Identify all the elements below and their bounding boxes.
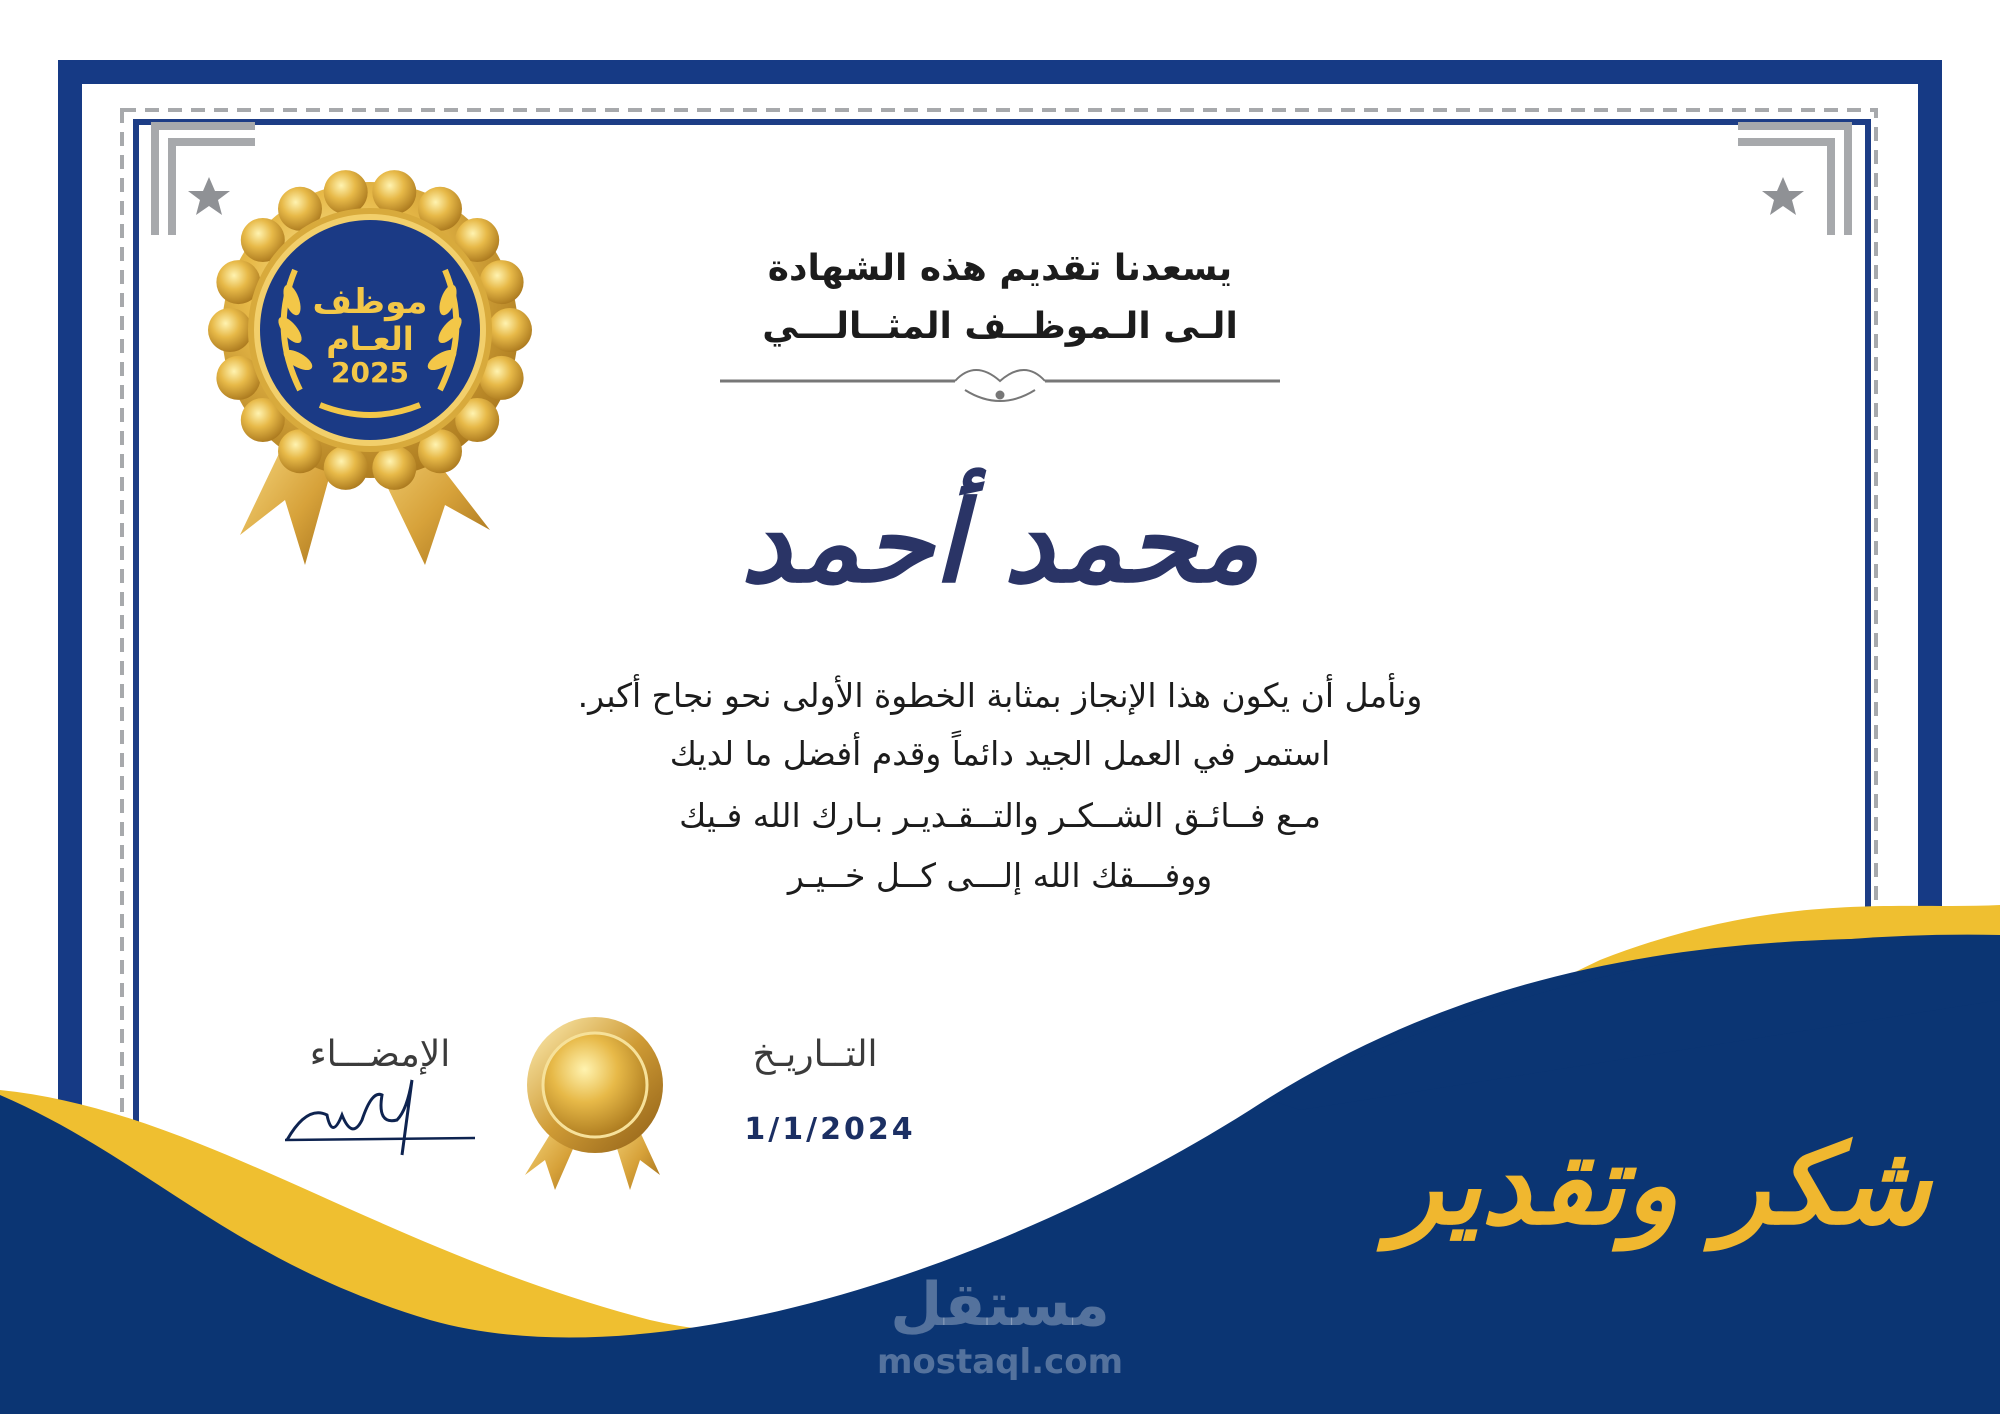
heading-line-1: يسعدنا تقديم هذه الشهادة <box>767 248 1233 289</box>
calligraphy-title: شكر وتقدير <box>1389 1120 1931 1249</box>
body-line-4: ووفـــقك الله إلـــى كــل خــيـر <box>787 856 1213 895</box>
badge-line-1: موظف <box>312 282 428 322</box>
body-line-2: استمر في العمل الجيد دائماً وقدم أفضل ما لديك <box>669 734 1331 773</box>
badge-scallop <box>488 308 532 352</box>
heading-line-2: الـى الـموظــف المثــالـــي <box>762 306 1238 347</box>
body-line-1: ونأمل أن يكون هذا الإنجاز بمثابة الخطوة الأولى نحو نجاح أكبر. <box>577 676 1423 715</box>
watermark-latin: mostaql.com <box>876 1342 1124 1382</box>
badge-scallop <box>324 170 368 214</box>
watermark-arabic: مستقل <box>890 1270 1110 1340</box>
body-line-3: مـع فــائـق الشــكـر والتــقـديـر بـارك الله فـيك <box>679 796 1321 835</box>
badge-line-2: العـام <box>326 320 414 358</box>
signature-label: الإمضـــاء <box>309 1034 451 1075</box>
badge-scallop <box>372 446 416 490</box>
date-label: التــاريـخ <box>752 1034 878 1075</box>
badge-scallop <box>324 446 368 490</box>
badge-year: 2025 <box>331 356 409 389</box>
badge-scallop <box>208 308 252 352</box>
date-value: 1/1/2024 <box>744 1112 916 1147</box>
recipient-name: محمد أحمد <box>740 478 1260 608</box>
badge-scallop <box>372 170 416 214</box>
